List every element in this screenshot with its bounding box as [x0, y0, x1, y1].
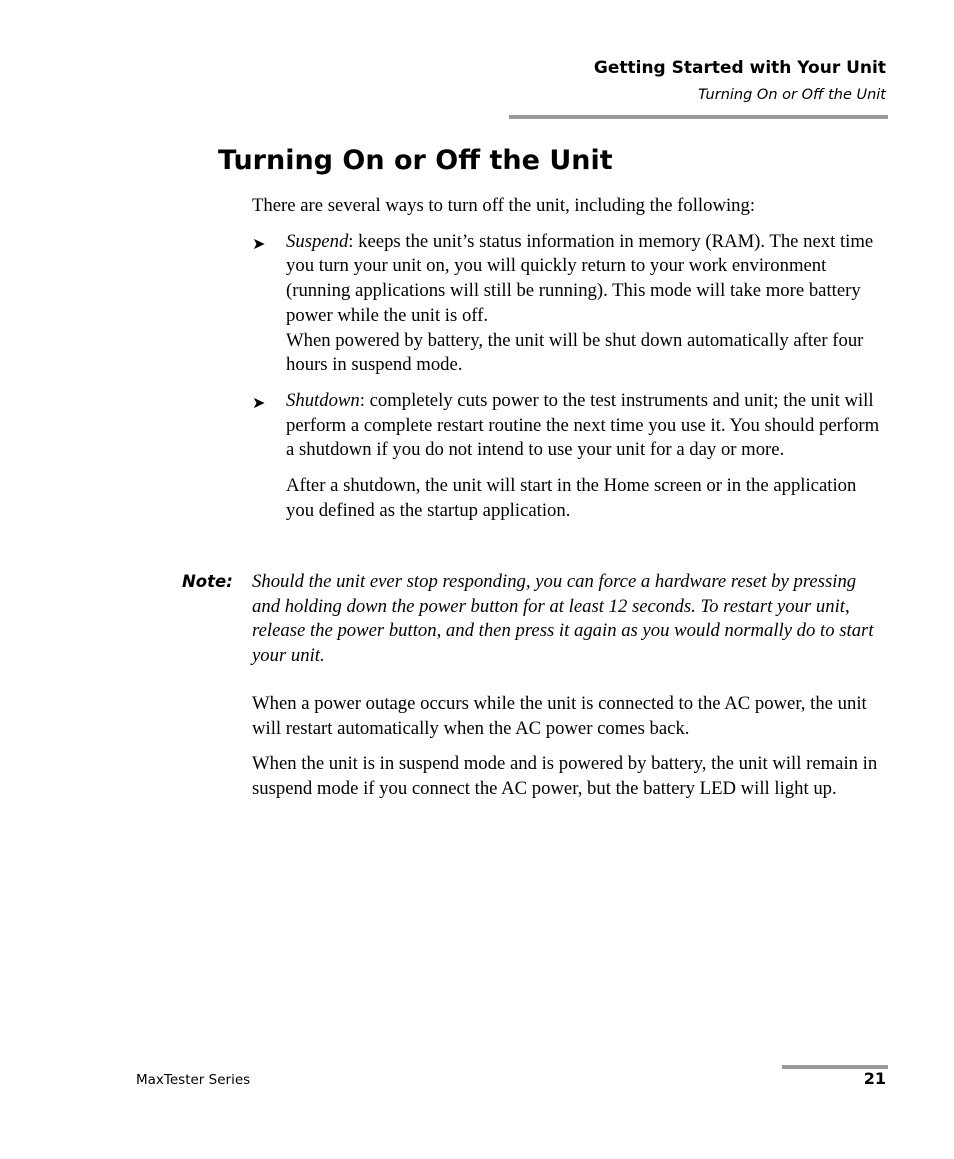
bullet-term: Suspend — [286, 230, 349, 252]
bullet-description: : completely cuts power to the test instruments and unit; the unit will perform a complete restart routine the next time you use it. You should perform a shutdown if you do not intend to use your unit for a day or more. — [286, 389, 880, 461]
running-header — [594, 56, 886, 106]
shutdown-followup-paragraph: After a shutdown, the unit will start in the Home screen or in the application you defined as the startup application. — [286, 475, 857, 521]
footer-product-name: MaxTester Series — [136, 1072, 251, 1088]
closing-content — [252, 692, 888, 813]
bullet-item-shutdown — [252, 389, 888, 463]
page-number: 21 — [863, 1069, 886, 1088]
bullet-term: Shutdown — [286, 389, 360, 411]
header-divider — [509, 115, 888, 119]
bullet-description: : keeps the unit’s status information in memory (RAM). The next time you turn your unit on, you will quickly return to your work environment (running applications will still be running). This mode will take more battery power while the unit is off. — [286, 230, 874, 326]
bullet-item-suspend — [252, 230, 888, 378]
bullet-text — [286, 389, 888, 463]
page-title: Turning On or Off the Unit — [218, 145, 613, 176]
header-section-title: Turning On or Off the Unit — [698, 87, 886, 103]
note-text: Should the unit ever stop responding, you can force a hardware reset by pressing and holding down the power button for at least 12 seconds. To restart your unit, release the power button, and then press it again as you would normally do to start your unit. — [252, 571, 874, 667]
bullet-arrow-icon: ➤ — [252, 392, 266, 412]
bullet-continuation: When powered by battery, the unit will be shut down automatically after four hours in suspend mode. — [286, 329, 864, 376]
main-content — [252, 194, 888, 523]
intro-paragraph: There are several ways to turn off the unit, including the following: — [252, 195, 756, 216]
note-label: Note: — [182, 572, 233, 591]
suspend-ac-paragraph: When the unit is in suspend mode and is powered by battery, the unit will remain in suspend mode if you connect the AC power, but the battery LED will light up. — [252, 753, 878, 800]
power-outage-paragraph: When a power outage occurs while the unit is connected to the AC power, the unit will restart automatically when the AC power comes back. — [252, 693, 867, 739]
bullet-arrow-icon: ➤ — [252, 233, 266, 253]
bullet-text — [286, 230, 888, 329]
header-chapter-title: Getting Started with Your Unit — [593, 58, 886, 78]
